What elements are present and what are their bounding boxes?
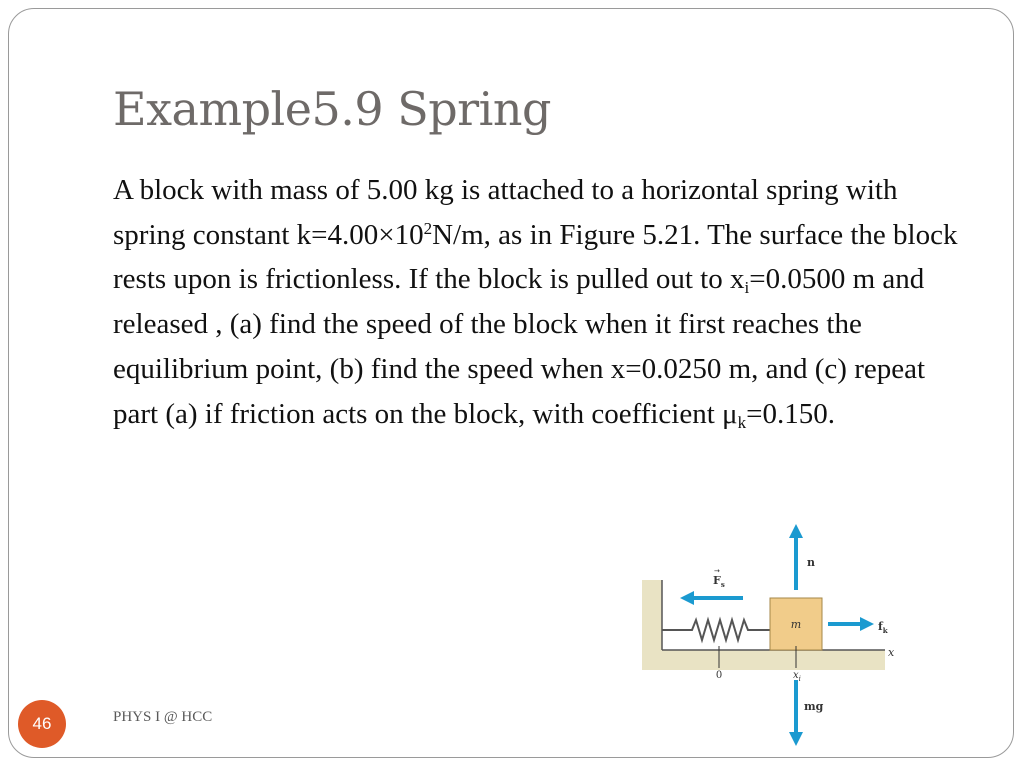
floor [642, 650, 885, 670]
weight-label: mg [804, 700, 824, 713]
friction-arrowhead [860, 617, 874, 631]
problem-text-part2: N/m, as in Figure 5.21. The surface the block rests upon is frictionless. If the block is pulled out to x [113, 218, 958, 296]
subscript-k: k [737, 412, 747, 432]
problem-text [113, 168, 973, 436]
vector-arrow-icon: → [714, 567, 720, 575]
problem-text-part1: A block with mass of 5.00 kg is attached to a horizontal spring with spring constant k=4.00×10 [113, 174, 898, 251]
spring-force-arrowhead [680, 591, 694, 605]
spring-force-label: $F_s$ [713, 574, 725, 589]
figure-svg [640, 520, 900, 760]
normal-force-label: n [807, 556, 815, 569]
problem-text-part4: =0.150. [746, 397, 835, 430]
axis-label: x [888, 646, 895, 659]
block-label: m [790, 618, 802, 631]
spring-icon [662, 620, 770, 640]
xi-label: $x_i$ [793, 670, 801, 683]
friction-label: $f_k$ [878, 620, 888, 635]
exponent: 2 [423, 218, 433, 238]
page-number-badge: 46 [18, 700, 66, 748]
spring-block-figure [640, 520, 900, 760]
problem-text-part3: =0.0500 m and released , (a) find the speed of the block when it first reaches the equilibrium point, (b) find the speed when x=0.0250 m, and (c) repeat part (a) if friction acts on the block, with coefficient μ [113, 263, 926, 430]
normal-force-arrowhead [789, 524, 803, 538]
footer-text: PHYS I @ HCC [113, 709, 213, 725]
weight-arrowhead [789, 732, 803, 746]
origin-label: 0 [715, 670, 723, 681]
slide-title: Example5.9 Spring [113, 82, 551, 136]
subscript-i: i [744, 278, 750, 298]
